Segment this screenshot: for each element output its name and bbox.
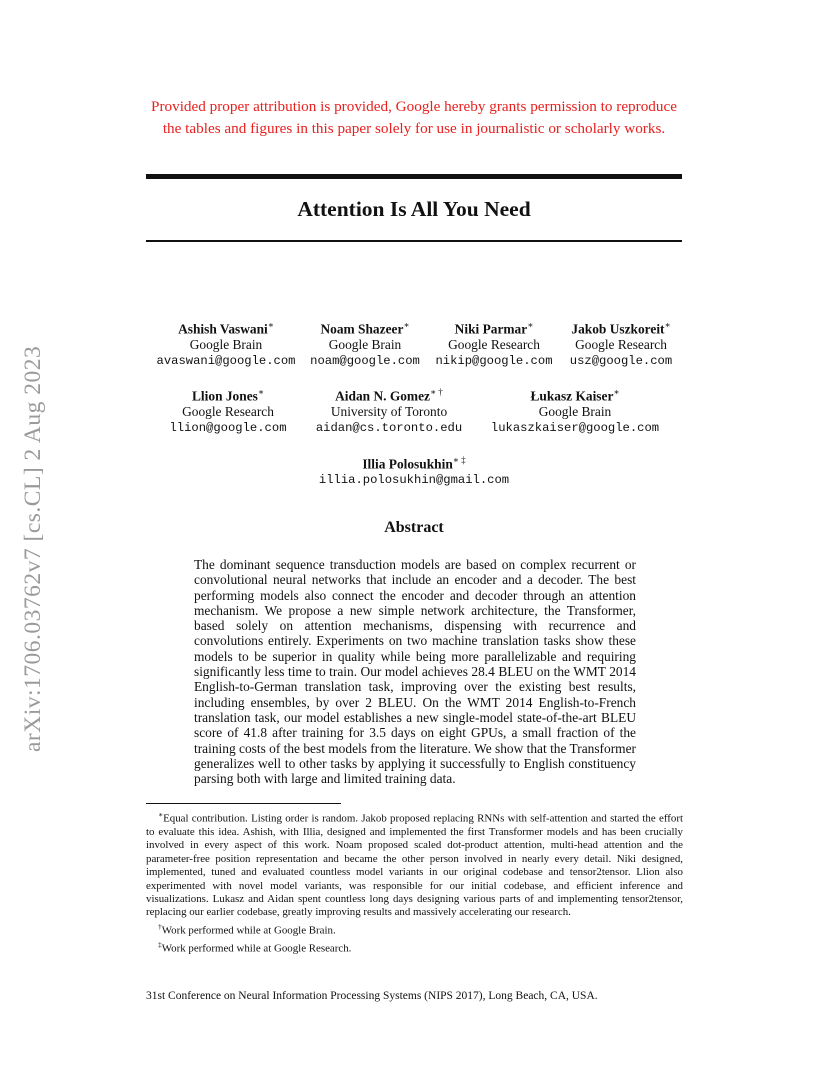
footnotes <box>146 808 683 956</box>
author-block <box>319 452 509 488</box>
author-affiliation: Google Brain <box>328 337 402 353</box>
author-block <box>435 317 552 369</box>
author-block <box>316 384 462 436</box>
permission-notice: Provided proper attribution is provided, Google hereby grants permission to reproduce the tables and figures in this paper solely for use in journalistic or scholarly works. <box>151 98 677 137</box>
author-name: Illia Polosukhin∗ ‡ <box>362 455 466 472</box>
author-affiliation: Google Brain <box>538 404 612 420</box>
paper-title: Attention Is All You Need <box>297 197 531 221</box>
author-name: Aidan N. Gomez∗ † <box>335 387 443 404</box>
author-name: Noam Shazeer∗ <box>320 320 410 337</box>
author-block <box>570 317 672 369</box>
author-block <box>169 384 286 436</box>
author-block <box>310 317 420 369</box>
author-affiliation: Google Brain <box>189 337 263 353</box>
title-bottom-rule <box>146 240 682 242</box>
author-email: aidan@cs.toronto.edu <box>315 421 463 436</box>
abstract-heading: Abstract <box>384 519 444 536</box>
author-email: avaswani@google.com <box>156 354 296 369</box>
author-affiliation: Google Research <box>575 337 667 353</box>
author-email: lukaszkaiser@google.com <box>490 421 660 436</box>
footnote-google-research: ‡Work performed while at Google Research. <box>158 939 352 955</box>
author-affiliation: University of Toronto <box>330 404 448 420</box>
abstract-text: The dominant sequence transduction models are based on complex recurrent or convolutional neural networks that include an encoder and a decoder. The best performing models also connect the encoder and decoder through an attention mechanism. We propose a new simple network architecture, the Transformer, based solely on attention mechanisms, dispensing with recurrence and convolutions entirely. Experiments on two machine translation tasks show these models to be superior in quality while being more parallelizable and requiring significantly less time to train. Our model achieves 28.4 BLEU on the WMT 2014 English-to-German translation task, improving over the existing best results, including ensembles, by over 2 BLEU. On the WMT 2014 English-to-French translation task, our model establishes a new single-model state-of-the-art BLEU score of 41.8 after training for 3.5 days on eight GPUs, a small fraction of the training costs of the best models from the literature. We show that the Transformer generalizes well to other tasks by applying it successfully to English constituency parsing both with large and limited training data. <box>194 557 636 787</box>
footnote-google-brain: †Work performed while at Google Brain. <box>158 921 336 937</box>
author-email: llion@google.com <box>169 421 287 436</box>
author-block <box>157 317 296 369</box>
author-block <box>491 384 659 436</box>
conference-note: 31st Conference on Neural Information Processing Systems (NIPS 2017), Long Beach, CA, USA. <box>146 990 598 1002</box>
author-name: Łukasz Kaiser∗ <box>530 387 620 404</box>
author-name: Ashish Vaswani∗ <box>178 320 274 337</box>
author-email: noam@google.com <box>310 354 420 369</box>
author-email: illia.polosukhin@gmail.com <box>318 473 510 488</box>
author-name: Jakob Uszkoreit∗ <box>571 320 671 337</box>
footnote-equal-contribution: ∗Equal contribution. Listing order is random. Jakob proposed replacing RNNs with self-attention and started the effort to evaluate this idea. Ashish, with Illia, designed and implemented the first Transformer models and has been crucially involved in every aspect of this work. Noam proposed scaled dot-product attention, multi-head attention and the parameter-free position representation and became the other person involved in nearly every detail. Niki designed, implemented, tuned and evaluated countless model variants in our original codebase and tensor2tensor. Llion also experimented with novel model variants, was responsible for our initial codebase, and efficient inference and visualizations. Lukasz and Aidan spent countless long days designing various parts of and implementing tensor2tensor, replacing our earlier codebase, greatly improving results and massively accelerating our research. <box>146 810 683 919</box>
title-top-rule <box>146 174 682 179</box>
author-affiliation: Google Research <box>182 404 274 420</box>
author-email: nikip@google.com <box>435 354 553 369</box>
footnote-rule <box>146 803 341 804</box>
author-email: usz@google.com <box>569 354 673 369</box>
author-name: Niki Parmar∗ <box>454 320 534 337</box>
arxiv-identifier: arXiv:1706.03762v7 [cs.CL] 2 Aug 2023 <box>20 345 46 752</box>
author-affiliation: Google Research <box>448 337 540 353</box>
author-name: Llion Jones∗ <box>192 387 264 404</box>
